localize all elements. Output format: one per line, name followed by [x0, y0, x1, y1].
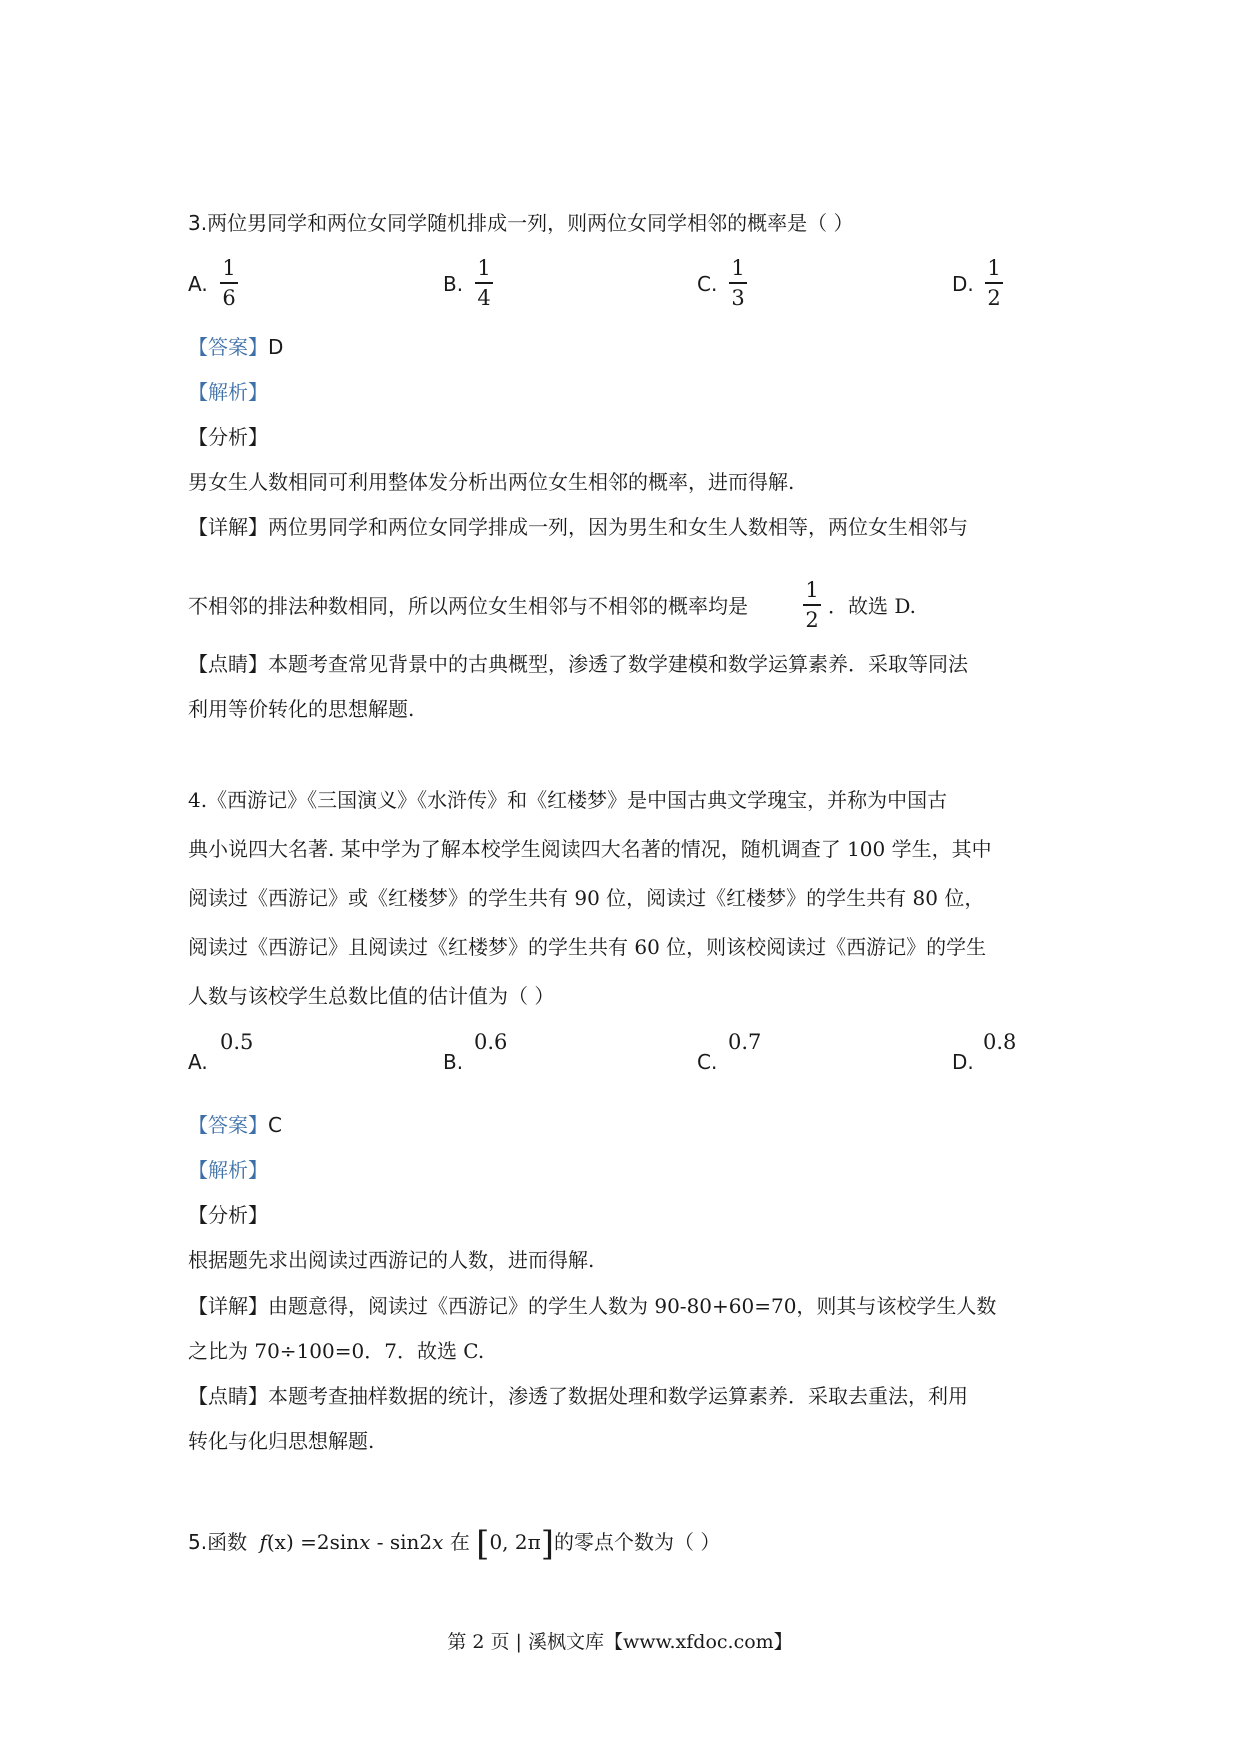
q4-stem-line-1: 4.《西游记》《三国演义》《水浒传》和《红楼梦》是中国古典文学瑰宝，并称为中国古 [188, 788, 948, 812]
q3-detail-line-2-end: ．故选 D. [828, 594, 917, 618]
answer-tag: 【答案】 [188, 335, 268, 359]
q4-option-d: D. [952, 1050, 974, 1074]
q5-stem: 5.函数 f(x) =2sinx - sin2x 在 [0, 2π]的零点个数为（ ） [188, 1524, 721, 1564]
answer-tag: 【答案】 [188, 1113, 268, 1137]
q4-option-b: B. [443, 1050, 464, 1074]
q4-option-d-value: 0.8 [983, 1030, 1017, 1054]
q3-option-b-fraction: 1 4 [475, 256, 493, 310]
q4-fenxi-text: 根据题先求出阅读过西游记的人数，进而得解. [188, 1248, 595, 1272]
q3-analysis-tag: 【解析】 [188, 380, 268, 404]
q4-detail-line-2: 之比为 70÷100=0．7．故选 C. [188, 1339, 485, 1363]
q4-stem-line-2: 典小说四大名著. 某中学为了解本校学生阅读四大名著的情况，随机调查了 100 学生，其中 [188, 837, 992, 861]
q3-option-c: C. [697, 272, 718, 296]
q3-stem: 3.两位男同学和两位女同学随机排成一列，则两位女同学相邻的概率是（ ） [188, 211, 854, 235]
q4-stem-line-4: 阅读过《西游记》且阅读过《红楼梦》的学生共有 60 位，则该校阅读过《西游记》的学生 [188, 935, 987, 959]
page-footer: 第 2 页 | 溪枫文库【www.xfdoc.com】 [447, 1631, 793, 1653]
q3-option-d-fraction: 1 2 [985, 256, 1003, 310]
q4-answer [188, 1111, 282, 1139]
q3-fenxi-text: 男女生人数相同可利用整体发分析出两位女生相邻的概率，进而得解. [188, 470, 795, 494]
q3-option-b: B. [443, 272, 464, 296]
q3-comment-line-1: 【点睛】本题考查常见背景中的古典概型，渗透了数学建模和数学运算素养．采取等同法 [188, 652, 968, 676]
q4-option-a-value: 0.5 [220, 1030, 254, 1054]
q4-comment-line-2: 转化与化归思想解题. [188, 1429, 375, 1453]
q4-option-c-value: 0.7 [728, 1030, 762, 1054]
q3-comment-line-2: 利用等价转化的思想解题. [188, 697, 415, 721]
q4-option-a: A. [188, 1050, 208, 1074]
q3-option-a: A. [188, 272, 208, 296]
q4-detail-line-1: 【详解】由题意得，阅读过《西游记》的学生人数为 90-80+60=70，则其与该校学生人数 [188, 1294, 997, 1318]
answer-value: D [268, 335, 284, 359]
q4-fenxi-tag: 【分析】 [188, 1203, 268, 1227]
q3-detail-line-2: 不相邻的排法种数相同，所以两位女生相邻与不相邻的概率均是 [188, 594, 748, 618]
q4-comment-line-1: 【点睛】本题考查抽样数据的统计，渗透了数据处理和数学运算素养．采取去重法，利用 [188, 1384, 968, 1408]
q3-detail-fraction: 1 2 [803, 578, 821, 632]
q3-answer [188, 333, 283, 361]
q5-interval: [0, 2π] [476, 1524, 555, 1564]
q3-detail-line-1: 【详解】两位男同学和两位女同学排成一列，因为男生和女生人数相等，两位女生相邻与 [188, 515, 968, 539]
q4-stem-line-5: 人数与该校学生总数比值的估计值为（ ） [188, 984, 555, 1008]
q3-option-c-fraction: 1 3 [729, 256, 747, 310]
q4-stem-line-3: 阅读过《西游记》或《红楼梦》的学生共有 90 位，阅读过《红楼梦》的学生共有 80 位， [188, 886, 985, 910]
q3-option-a-fraction: 1 6 [220, 256, 238, 310]
q4-option-c: C. [697, 1050, 718, 1074]
q3-option-d: D. [952, 272, 974, 296]
q5-formula: f(x) =2sinx - sin2x [259, 1530, 444, 1554]
q4-analysis-tag: 【解析】 [188, 1158, 268, 1182]
q4-option-b-value: 0.6 [474, 1030, 508, 1054]
answer-value: C [268, 1113, 282, 1137]
q3-fenxi-tag: 【分析】 [188, 425, 268, 449]
